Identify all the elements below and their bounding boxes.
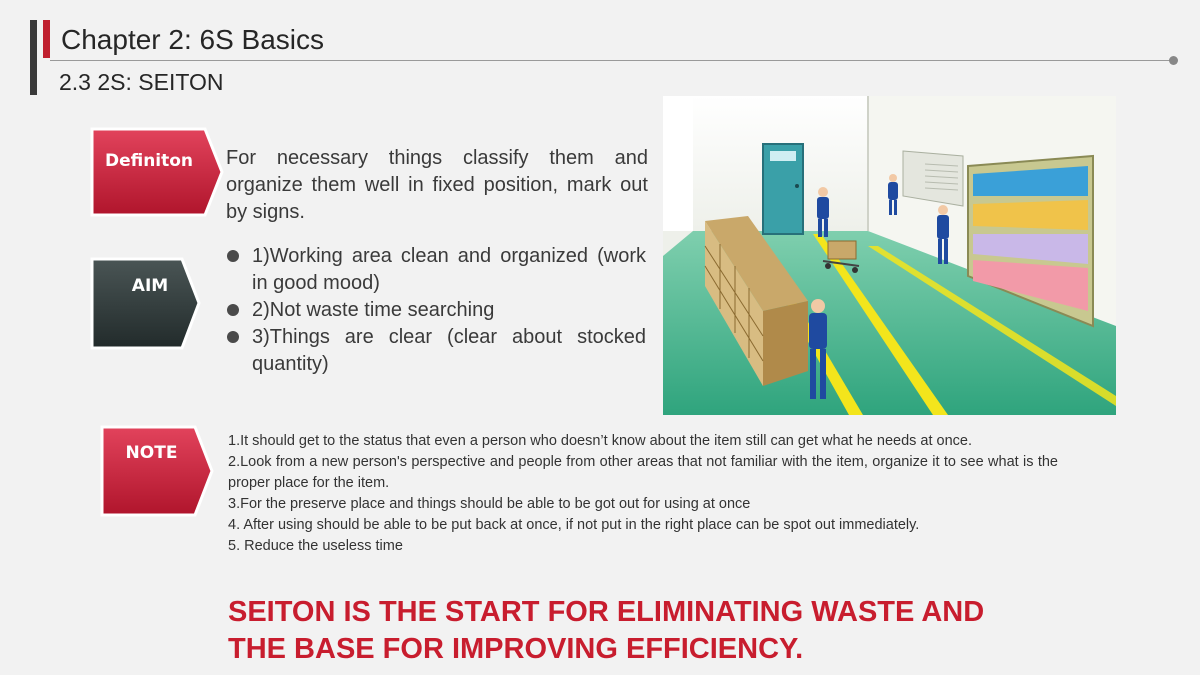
note-tag-shape [100,425,215,517]
definition-text: For necessary things classify them and organize them well in fixed position, mark out by signs. [226,147,648,223]
aim-item: 3)Things are clear (clear about stocked quantity) [226,324,646,378]
note-tag-label: NOTE [125,443,178,463]
note-item: 4. After using should be able to be put back at once, if not put in the right place can be spot out immediately. [228,517,920,533]
warehouse-illustration-icon [663,96,1116,415]
slogan-line-2: THE BASE FOR IMPROVING EFFICIENCY. [228,633,804,665]
definition-tag-shape [90,127,225,217]
note-tag [100,425,215,517]
aim-tag-shape [90,257,202,350]
header-accent-bar-red [43,20,50,58]
note-list [228,431,1058,557]
aim-list [226,243,646,378]
note-item: 1.It should get to the status that even a person who doesn’t know about the item still can get what he needs at once. [228,433,973,449]
bullet-icon [227,331,239,343]
page-title: Chapter 2: 6S Basics [61,24,325,55]
aim-tag [90,257,202,350]
header-accent-bar-dark [30,20,37,95]
title-divider-dot [1169,56,1178,65]
slogan-line-1: SEITON IS THE START FOR ELIMINATING WASTE AND [228,596,985,628]
page-subtitle: 2.3 2S: SEITON [59,69,224,95]
note-item: 2.Look from a new person's perspective and people from other areas that not familiar with the item, organize it to see what is the proper place for the item. [228,454,1058,491]
aim-item: 2)Not waste time searching [226,297,646,324]
definition-tag [90,127,225,217]
title-divider [50,60,1173,61]
bullet-icon [227,250,239,262]
note-item: 5. Reduce the useless time [228,538,403,554]
bullet-icon [227,304,239,316]
note-item: 3.For the preserve place and things should be able to be got out for using at once [228,496,751,512]
warehouse-illustration [663,96,1116,415]
definition-tag-label: Definiton [104,151,194,171]
aim-tag-label: AIM [131,276,169,296]
slogan [228,594,1128,668]
aim-item: 1)Working area clean and organized (work in good mood) [226,243,646,297]
